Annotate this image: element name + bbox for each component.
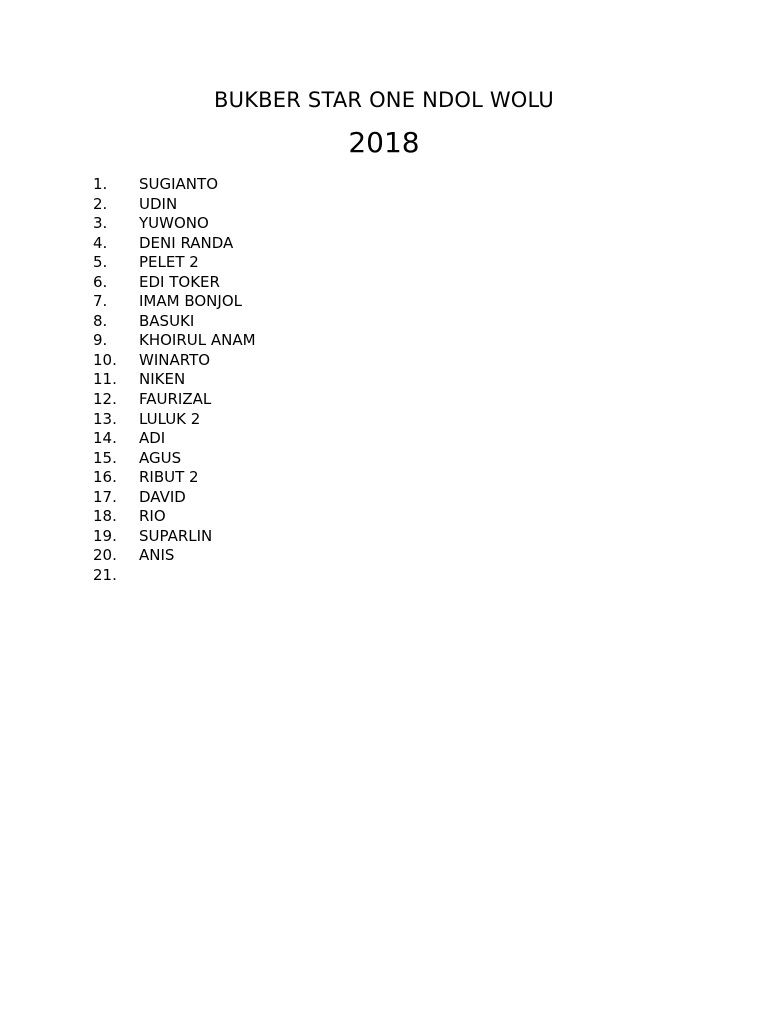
list-item — [93, 234, 256, 254]
list-item — [93, 527, 256, 547]
item-number: 14. — [93, 429, 117, 448]
item-number: 6. — [93, 272, 108, 291]
attendee-list — [93, 175, 256, 585]
item-number: 13. — [93, 409, 117, 428]
list-item — [93, 253, 256, 273]
item-number: 5. — [93, 253, 108, 272]
item-number: 4. — [93, 233, 108, 252]
item-name: PELET 2 — [139, 253, 199, 272]
item-name: NIKEN — [139, 370, 186, 389]
item-name: SUGIANTO — [139, 175, 218, 193]
list-item — [93, 507, 256, 527]
list-item — [93, 331, 256, 351]
item-number: 11. — [93, 370, 117, 389]
item-name: FAURIZAL — [139, 390, 212, 409]
list-item — [93, 566, 256, 586]
list-item — [93, 273, 256, 293]
list-item — [93, 195, 256, 215]
list-item — [93, 214, 256, 234]
list-item — [93, 351, 256, 371]
list-item — [93, 370, 256, 390]
item-number: 15. — [93, 448, 117, 467]
item-name: SUPARLIN — [139, 526, 213, 545]
list-item — [93, 312, 256, 332]
list-item — [93, 449, 256, 469]
item-number: 19. — [93, 526, 117, 545]
item-number: 9. — [93, 331, 108, 350]
item-name: ANIS — [139, 546, 175, 565]
list-item — [93, 546, 256, 566]
document-title: BUKBER STAR ONE NDOL WOLU — [214, 88, 554, 112]
document-year: 2018 — [348, 126, 420, 159]
list-item — [93, 410, 256, 430]
item-name: DAVID — [139, 487, 186, 506]
list-item — [93, 292, 256, 312]
item-name: LULUK 2 — [139, 409, 201, 428]
item-number: 10. — [93, 350, 117, 369]
list-item — [93, 468, 256, 488]
item-name: ADI — [139, 429, 166, 448]
item-number: 21. — [93, 565, 117, 584]
list-item — [93, 488, 256, 508]
item-name: AGUS — [139, 448, 182, 467]
item-number: 3. — [93, 214, 108, 233]
item-number: 17. — [93, 487, 117, 506]
item-name: WINARTO — [139, 350, 211, 369]
item-number: 20. — [93, 546, 117, 565]
item-name: BASUKI — [139, 311, 195, 330]
item-number: 1. — [93, 175, 108, 193]
item-name: YUWONO — [139, 214, 209, 233]
item-number: 8. — [93, 311, 108, 330]
item-name: KHOIRUL ANAM — [139, 331, 256, 350]
item-number: 12. — [93, 390, 117, 409]
item-name: IMAM BONJOL — [139, 292, 242, 311]
item-number: 16. — [93, 468, 117, 487]
item-number: 18. — [93, 507, 117, 526]
item-number: 7. — [93, 292, 108, 311]
item-number: 2. — [93, 194, 108, 213]
item-name: RIO — [139, 507, 166, 526]
list-item — [93, 390, 256, 410]
item-name: DENI RANDA — [139, 233, 234, 252]
item-name: UDIN — [139, 194, 178, 213]
list-item — [93, 175, 256, 195]
list-item — [93, 429, 256, 449]
item-name: RIBUT 2 — [139, 468, 199, 487]
item-name: EDI TOKER — [139, 272, 220, 291]
